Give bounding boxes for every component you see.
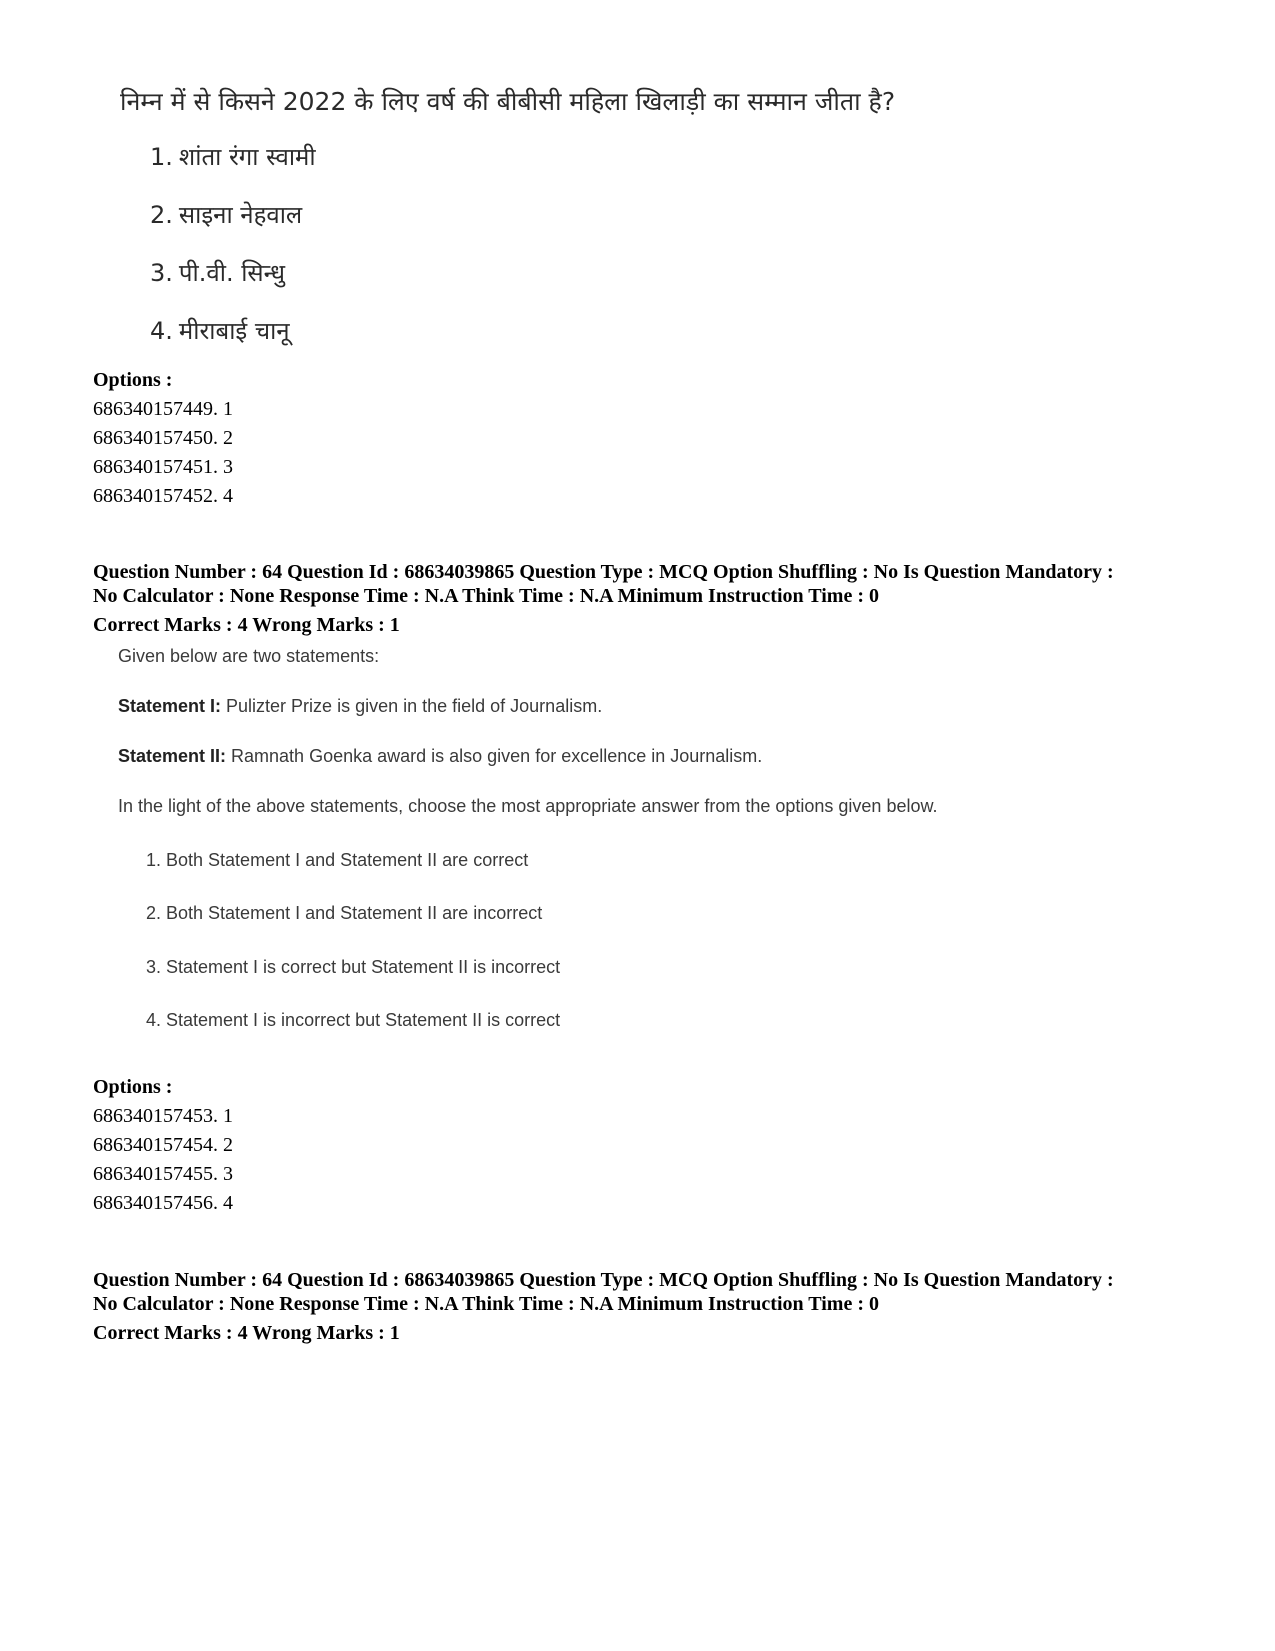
question-meta: [93, 1268, 1213, 1346]
options-block: [93, 366, 233, 511]
english-option: 1. Both Statement I and Statement II are correct: [146, 850, 529, 870]
statement-1: [118, 696, 602, 717]
hindi-option: [150, 142, 316, 200]
marks-line: Correct Marks : 4 Wrong Marks : 1: [93, 1322, 400, 1344]
statement-1-label: Statement I:: [118, 696, 222, 716]
meta-line-1: Question Number : 64 Question Id : 68634039865 Question Type : MCQ Option Shuffling : No Is Question Mandatory :: [93, 1269, 1114, 1291]
option-number: 4.: [150, 317, 173, 345]
option-id-row: 686340157454. 2: [93, 1134, 233, 1156]
option-label: शांता रंगा स्वामी: [178, 143, 316, 171]
options-heading: Options :: [93, 369, 173, 391]
question-instruction: In the light of the above statements, choose the most appropriate answer from the options given below.: [118, 796, 938, 816]
option-label: मीराबाई चानू: [178, 317, 290, 345]
question-text-hindi: निम्न में से किसने 2022 के लिए वर्ष की बीबीसी महिला खिलाड़ी का सम्मान जीता है?: [120, 87, 896, 116]
option-id-row: 686340157452. 4: [93, 485, 233, 507]
options-heading: Options :: [93, 1076, 173, 1098]
hindi-option: [150, 200, 316, 258]
statement-2: [118, 746, 762, 767]
option-id-row: 686340157449. 1: [93, 398, 233, 420]
english-option: 3. Statement I is correct but Statement II is incorrect: [146, 957, 561, 977]
option-label: साइना नेहवाल: [178, 201, 303, 229]
option-label: पी.वी. सिन्धु: [178, 259, 286, 287]
option-number: 1.: [150, 143, 173, 171]
hindi-option: [150, 258, 316, 316]
statement-2-text: Ramnath Goenka award is also given for excellence in Journalism.: [226, 746, 763, 766]
meta-line-1: Question Number : 64 Question Id : 68634039865 Question Type : MCQ Option Shuffling : No Is Question Mandatory :: [93, 561, 1114, 583]
statement-2-label: Statement II:: [118, 746, 227, 766]
meta-line-2: No Calculator : None Response Time : N.A Think Time : N.A Minimum Instruction Time : 0: [93, 1293, 879, 1315]
option-id-row: 686340157453. 1: [93, 1105, 233, 1127]
question-intro: Given below are two statements:: [118, 646, 380, 666]
english-option: 2. Both Statement I and Statement II are incorrect: [146, 903, 543, 923]
option-id-row: 686340157450. 2: [93, 427, 233, 449]
question-meta: [93, 560, 1213, 638]
hindi-options-list: [150, 142, 316, 374]
english-option: 4. Statement I is incorrect but Statement II is correct: [146, 1010, 561, 1030]
option-id-row: 686340157451. 3: [93, 456, 233, 478]
marks-line: Correct Marks : 4 Wrong Marks : 1: [93, 614, 400, 636]
option-id-row: 686340157456. 4: [93, 1192, 233, 1214]
options-block: [93, 1073, 233, 1218]
option-number: 2.: [150, 201, 173, 229]
option-number: 3.: [150, 259, 173, 287]
meta-line-2: No Calculator : None Response Time : N.A Think Time : N.A Minimum Instruction Time : 0: [93, 585, 879, 607]
option-id-row: 686340157455. 3: [93, 1163, 233, 1185]
statement-1-text: Pulizter Prize is given in the field of Journalism.: [221, 696, 603, 716]
